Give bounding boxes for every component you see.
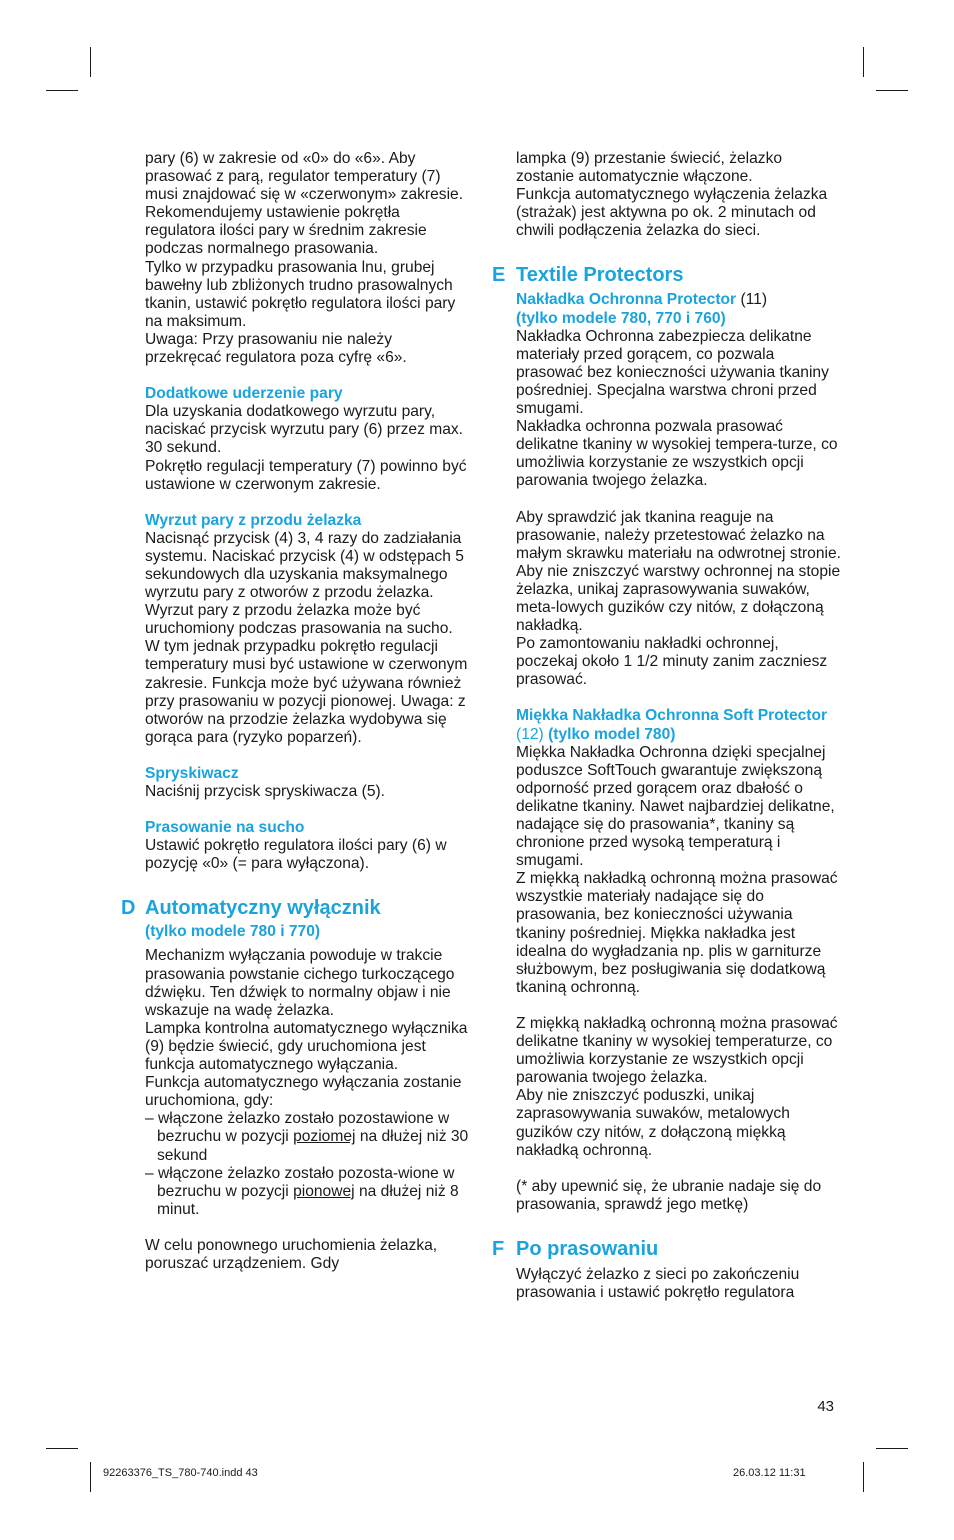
paragraph: Pokrętło regulacji temperatury (7) powinno być ustawione w czerwonym zakresie. bbox=[145, 457, 467, 493]
subsection-title: Dodatkowe uderzenie pary bbox=[145, 385, 343, 403]
subsection-title: Wyrzut pary z przodu żelazka bbox=[145, 511, 362, 529]
section-title: Textile Protectors bbox=[516, 264, 684, 287]
crop-mark bbox=[90, 47, 91, 77]
paragraph: Ustawić pokrętło regulatora ilości pary (6) w pozycję «0» (= para wyłączona). bbox=[145, 837, 447, 873]
slug-file: 92263376_TS_780-740.indd 43 bbox=[103, 1467, 258, 1479]
protector-heading: Nakładka Ochronna Protector (11) bbox=[516, 291, 768, 309]
paragraph: Nacisnąć przycisk (4) 3, 4 razy do zadziałania systemu. Naciskać przycisk (4) w odstępach 5 sekundowych dla uzyskania maksymalnego wyrzutu pary z otworów z przodu żelazka. Wyrzut pary z przodu żelazka może być uruchomiony podczas prasowania na sucho. W tym jednak przypadku pokrętło regulacji temperatury musi być ustawione w czerwonym zakresie. Funkcja może być używana również przy prasowaniu w pozycji pionowej. Uwaga: z otworów na przodzie żelazka wydobywa się gorąca para (ryzyko poparzeń). bbox=[145, 529, 468, 746]
paragraph: Funkcja automatycznego wyłączania zostanie uruchomiona, gdy: bbox=[145, 1074, 462, 1110]
paragraph: Nakładka ochronna pozwala prasować delikatne tkaniny w wysokiej tempera-turze, co umożliwia korzystanie ze wszystkich opcji parowania twojego żelazka. bbox=[516, 418, 838, 490]
section-heading-d bbox=[121, 897, 470, 920]
footnote: (* aby upewnić się, że ubranie nadaje się do prasowania, sprawdź jego metkę) bbox=[516, 1177, 822, 1213]
right-column bbox=[492, 150, 841, 1302]
section-heading-f bbox=[492, 1237, 841, 1260]
paragraph: Aby nie zniszczyć poduszki, unikaj zaprasowywania suwaków, metalowych guzików czy nitów, z dołączoną miękką nakładką ochronną. bbox=[516, 1087, 790, 1159]
section-letter: D bbox=[121, 897, 136, 920]
subsection-title: Prasowanie na sucho bbox=[145, 819, 305, 837]
crop-mark bbox=[863, 47, 864, 77]
crop-mark bbox=[46, 90, 78, 91]
paragraph: Dla uzyskania dodatkowego wyrzutu pary, naciskać przycisk wyrzutu pary (6) przez max. 30 sekund. bbox=[145, 403, 464, 457]
paragraph: W celu ponownego uruchomienia żelazka, poruszać urządzeniem. Gdy bbox=[145, 1236, 438, 1272]
paragraph: Aby sprawdzić jak tkanina reaguje na prasowanie, należy przetestować żelazko na małym skrawku materiału na odwrotnej stronie. Aby nie zniszczyć warstwy ochronnej na stopie żelazka, unikaj zaprasowywania suwaków, meta-lowych guzików czy nitów, z dołączoną nakładką. bbox=[516, 508, 841, 635]
paragraph: Uwaga: Przy prasowaniu nie należy przekręcać regulatora poza cyfrę «6». bbox=[145, 330, 407, 367]
paragraph: Z miękką nakładką ochronną można prasować delikatne tkaniny w wysokiej temperaturze, co umożliwia korzystanie ze wszystkich opcji parowania twojego żelazka. bbox=[516, 1014, 838, 1087]
paragraph: Lampka kontrolna automatycznego wyłącznika (9) będzie świecić, gdy uruchomiona jest funkcja automatycznego wyłączania. bbox=[145, 1019, 468, 1074]
crop-mark bbox=[46, 1448, 78, 1449]
list-item: – włączone żelazko zostało pozostawione w bezruchu w pozycji poziomej na dłużej niż 30 sekund bbox=[145, 1110, 469, 1164]
paragraph: pary (6) w zakresie od «0» do «6». Aby prasować z parą, regulator temperatury (7) musi znajdować się w «czerwonym» zakresie. bbox=[145, 150, 464, 204]
section-heading-e bbox=[492, 264, 841, 287]
crop-mark bbox=[863, 1462, 864, 1492]
paragraph: Po zamontowaniu nakładki ochronnej, poczekaj około 1 1/2 minuty zanim zaczniesz prasować. bbox=[516, 635, 828, 689]
section-letter: E bbox=[492, 264, 506, 287]
crop-mark bbox=[876, 1448, 908, 1449]
page-number: 43 bbox=[817, 1398, 834, 1415]
paragraph: Tylko w przypadku prasowania lnu, grubej bawełny lub zbliżonych trudno prasowalnych tkanin, ustawić pokrętło regulatora ilości pary na maksimum. bbox=[145, 258, 456, 330]
paragraph: Nakładka Ochronna zabezpiecza delikatne materiały przed gorącem, co pozwala prasować bez konieczności używania tkaniny pośredniej. Specjalna warstwa chroni przed smugami. bbox=[516, 327, 829, 418]
section-letter: F bbox=[492, 1237, 505, 1260]
crop-mark bbox=[876, 90, 908, 91]
paragraph: Wyłączyć żelazko z sieci po zakończeniu prasowania i ustawić pokrętło regulatora bbox=[516, 1265, 800, 1301]
slug-date: 26.03.12 11:31 bbox=[733, 1467, 806, 1479]
paragraph: Miękka Nakładka Ochronna dzięki specjalnej poduszce SoftTouch gwarantuje zwiększoną odporność przed gorącem oraz dbałość o delikatne tkaniny. Nawet najbardziej delikatne, nadające się do prasowania*, tkaniny są chronione przed wysoką temperaturą i smugami. bbox=[516, 743, 835, 870]
crop-mark bbox=[90, 1462, 91, 1492]
section-title: Automatyczny wyłącznik bbox=[145, 897, 381, 920]
paragraph: lampka (9) przestanie świecić, żelazko zostanie automatycznie włączone. bbox=[516, 150, 783, 186]
subsection-title: Spryskiwacz bbox=[145, 764, 239, 782]
paragraph: Naciśnij przycisk spryskiwacza (5). bbox=[145, 783, 386, 800]
paragraph: Z miękką nakładką ochronną można prasować wszystkie materiały nadające się do prasowania, bez konieczności używania tkaniny pośredniej. Miękka nakładka jest idealna do wygładzania np. plis w garniturze służbowym, bez posługiwania się dodatkową tkaniną ochronną. bbox=[516, 870, 838, 996]
protector-models: (tylko modele 780, 770 i 760) bbox=[516, 309, 726, 327]
list-item: – włączone żelazko zostało pozosta-wione w bezruchu w pozycji pionowej na dłużej niż 8 minut. bbox=[145, 1164, 459, 1218]
paragraph: Mechanizm wyłączania powoduje w trakcie prasowania powstanie cichego turkoczącego dźwięku. Ten dźwięk to normalny objaw i nie wskazuje na wadę żelazka. bbox=[145, 947, 455, 1019]
soft-protector-heading: Miękka Nakładka Ochronna Soft Protector (12) (tylko model 780) bbox=[516, 707, 828, 743]
section-title: Po prasowaniu bbox=[516, 1237, 659, 1260]
left-column bbox=[121, 150, 470, 1273]
paragraph: Rekomendujemy ustawienie pokrętła regulatora ilości pary w średnim zakresie podczas normalnego prasowania. bbox=[145, 204, 427, 258]
section-subtitle: (tylko modele 780 i 770) bbox=[145, 923, 321, 941]
paragraph: Funkcja automatycznego wyłączenia żelazka (strażak) jest aktywna po ok. 2 minutach od chwili podłączenia żelazka do sieci. bbox=[516, 186, 828, 240]
